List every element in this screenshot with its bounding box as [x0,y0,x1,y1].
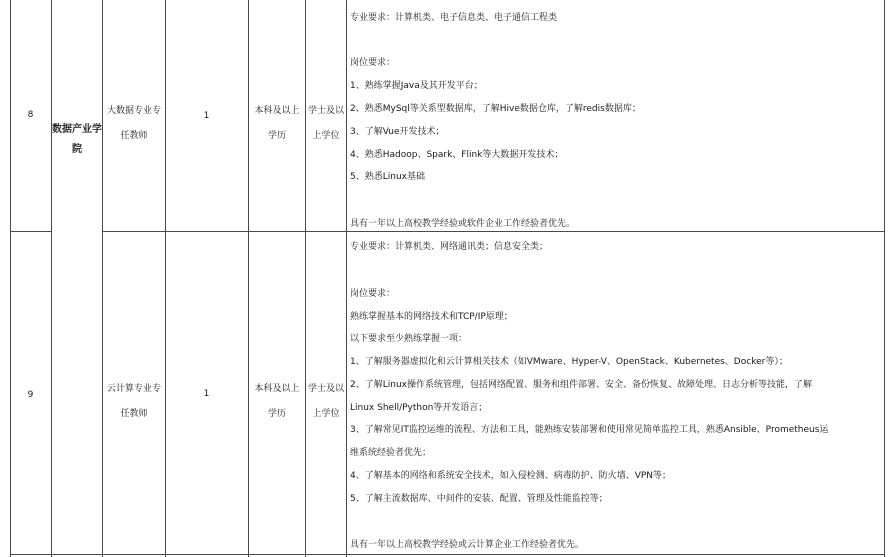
requirement-line: 熟练掌握基本的网络技术和TCP/IP原理； [350,312,513,322]
requirement-line: 3、了解Vue开发技术； [350,127,445,137]
requirement-line: 5、了解主流数据库、中间件的安装、配置、管理及性能监控等； [350,494,608,504]
requirement-line: 以下要求至少熟练掌握一项： [350,334,468,344]
position-line-1: 云计算专业专 [106,384,161,394]
row-number: 8 [27,110,34,120]
requirement-line: 4、了解基本的网络和系统安全技术，如入侵检测、病毒防护、防火墙、VPN等； [350,471,672,481]
department-line-2: 院 [72,144,82,155]
requirement-line: 维系统经验者优先； [350,448,432,458]
row-number: 9 [27,390,34,400]
position-line-1: 大数据专业专 [106,106,161,116]
requirement-line: 1、熟练掌握Java及其开发平台； [350,81,483,91]
education-line-1: 本科及以上 [254,106,300,116]
position-line-2: 任教师 [120,409,148,419]
degree-cell [306,377,346,427]
requirement-line: 具有一年以上高校教学经验或云计算企业工作经验者优先。 [350,540,585,550]
degree-line-2: 上学位 [312,409,340,419]
requirement-line: 4、熟悉Hadoop、Spark、Flink等大数据开发技术； [350,150,564,160]
requirement-line: 岗位要求： [350,58,396,68]
position-cell [103,377,165,427]
education-cell [249,377,305,427]
row-border [102,231,885,232]
row-border [10,554,885,555]
col-border [884,0,885,557]
department-cell [52,120,102,160]
col-border [248,0,249,557]
requirement-line: 具有一年以上高校教学经验或软件企业工作经验者优先。 [350,219,576,229]
col-border [51,0,52,557]
requirement-line: 1、了解服务器虚拟化和云计算相关技术（如VMware、Hyper-V、OpenStack、Kubernetes、Docker等）； [350,357,788,367]
col-border [305,0,306,557]
department-line-1: 数据产业学 [52,124,102,135]
education-line-2: 学历 [267,131,286,141]
requirement-line: 5、熟悉Linux基础 [350,172,425,182]
education-line-2: 学历 [267,409,286,419]
position-cell [103,99,165,149]
degree-line-1: 学士及以 [307,106,344,116]
requirement-line: 3、了解常见IT监控运维的流程、方法和工具，能熟练安装部署和使用常见简单监控工具，熟悉Ansible、Prometheus运 [350,425,829,435]
requirement-line: 2、了解Linux操作系统管理，包括网络配置、服务和组件部署、安全、备份恢复、故障处理、日志分析等技能，了解 [350,380,812,390]
degree-cell [306,99,346,149]
col-border [346,0,347,557]
position-line-2: 任教师 [120,131,148,141]
requirement-line: 专业要求：计算机类、网络通讯类；信息安全类； [350,242,549,252]
col-border [102,0,103,557]
requirement-line: 专业要求：计算机类、电子信息类、电子通信工程类 [350,13,558,23]
education-line-1: 本科及以上 [254,384,300,394]
degree-line-1: 学士及以 [307,384,344,394]
headcount-cell: 1 [203,111,210,121]
requirement-line: 岗位要求： [350,289,396,299]
education-cell [249,99,305,149]
col-border [165,0,166,557]
row-border [10,231,51,232]
requirement-line: Linux Shell/Python等开发语言； [350,403,488,413]
col-border [10,0,11,557]
requirement-line: 2、熟悉MySql等关系型数据库，了解Hive数据仓库，了解redis数据库； [350,104,641,114]
headcount-cell: 1 [203,389,210,399]
degree-line-2: 上学位 [312,131,340,141]
